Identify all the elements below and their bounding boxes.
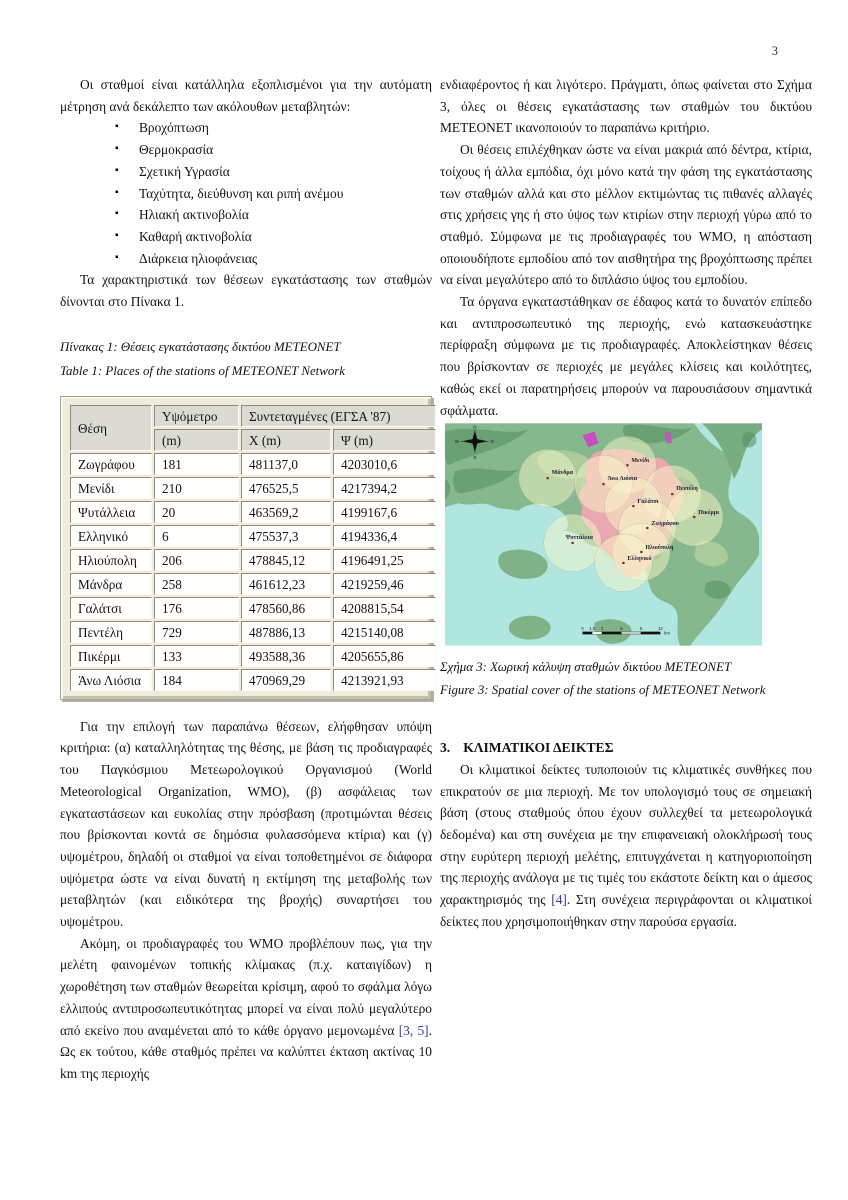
header-y-unit: Ψ (m) (333, 429, 436, 451)
table-cell: 4217394,2 (333, 477, 436, 499)
table-cell: Άνω Λιόσια (70, 669, 152, 691)
station-label: Ζωγράφου (651, 521, 679, 528)
bullet-item (115, 226, 432, 248)
station-dot (632, 505, 634, 507)
svg-text:S: S (473, 455, 477, 461)
station-dot (626, 464, 628, 466)
table-cell: 6 (154, 525, 239, 547)
paragraph-text: . Ως εκ τούτου, κάθε σταθμός πρέπει να καλύπτει έκταση ακτίνας 10 km της περιοχής (60, 1022, 432, 1081)
table-cell: Ζωγράφου (70, 453, 152, 475)
figure-caption (440, 656, 812, 701)
table-cell: 4194336,4 (333, 525, 436, 547)
citation-link[interactable]: [3, 5] (398, 1022, 429, 1038)
table-caption-english: Table 1: Places of the stations of METEONET Network (60, 363, 346, 378)
table-cell: 4196491,25 (333, 549, 436, 571)
section-title: ΚΛΙΜΑΤΙΚΟΙ ΔΕΙΚΤΕΣ (463, 740, 614, 756)
table-cell: 4213921,93 (333, 669, 436, 691)
bullet-square-icon: ▪ (115, 186, 119, 198)
table-cell: 470969,29 (241, 669, 331, 691)
paragraph-text: . Στη συνέχεια περιγράφονται οι κλιματικοί δείκτες που χρησιμοποιήθηκαν στην παρούσα εργασία. (440, 892, 812, 929)
svg-text:0: 0 (581, 626, 584, 632)
left-column (60, 74, 432, 1085)
bullet-item (115, 139, 432, 161)
citation-link[interactable]: [4] (551, 892, 567, 908)
svg-text:12: 12 (658, 626, 663, 632)
table-row (70, 573, 436, 595)
table-caption-greek: Πίνακας 1: Θέσεις εγκατάστασης δικτύου METEONET (60, 339, 341, 354)
paragraph-wmo-specs (60, 933, 432, 1085)
table-cell: 493588,36 (241, 645, 331, 667)
table-row (70, 525, 436, 547)
table-cell: 4199167,6 (333, 501, 436, 523)
table-cell: 4208815,54 (333, 597, 436, 619)
header-elevation-unit: (m) (154, 429, 239, 451)
table-cell: 258 (154, 573, 239, 595)
bullet-item-label: Καθαρή ακτινοβολία (139, 228, 252, 244)
map-figure (445, 423, 762, 646)
table-cell: Ηλιούπολη (70, 549, 152, 571)
station-dot (646, 527, 648, 529)
station-label: Μενίδι (631, 458, 650, 465)
table-row (70, 669, 436, 691)
right-column (440, 74, 812, 933)
table-cell: 4205655,86 (333, 645, 436, 667)
bullet-square-icon: ▪ (115, 121, 119, 133)
bullet-square-icon: ▪ (115, 229, 119, 241)
table-row (70, 477, 436, 499)
table-header-row (70, 405, 436, 427)
paragraph-climate-indices (440, 759, 812, 933)
station-dot (693, 516, 695, 518)
table-cell: Ψυτάλλεια (70, 501, 152, 523)
table-cell: 4215140,08 (333, 621, 436, 643)
table-cell: 20 (154, 501, 239, 523)
svg-text:N: N (473, 424, 477, 430)
station-dot (547, 477, 549, 479)
table-cell: 181 (154, 453, 239, 475)
section-number: 3. (440, 740, 451, 756)
svg-text:3: 3 (600, 626, 604, 632)
stations-table (68, 403, 438, 693)
station-dot (602, 483, 604, 485)
paragraph-site-selection: Οι θέσεις επιλέχθηκαν ώστε να είναι μακριά από δέντρα, κτίρια, τοίχους ή άλλα εμπόδια, όχι μόνο κατά την φάση της εγκατάστασης των σταθμών αλλά και στο μέλλον εκτιμώντας τις πιθανές αλλαγές στις χρήσεις γης ή στο ύψος των κτιρίων στην περιοχή γύρω από το σταθμό. Σύμφωνα με τις προδιαγραφές του WMO, η απόσταση οποιουδήποτε εμποδίου από τον αισθητήρα της βροχόπτωσης πρέπει να είναι μεγαλύτερο από το διπλάσιο ύψος του εμποδίου. (440, 142, 812, 288)
table-cell: 476525,5 (241, 477, 331, 499)
table-row (70, 645, 436, 667)
station-dot (671, 493, 673, 495)
station-label: Άνω Λιόσια (607, 476, 638, 483)
table-cell: 133 (154, 645, 239, 667)
station-dot (572, 542, 574, 544)
table-cell: 4203010,6 (333, 453, 436, 475)
table-cell: Μενίδι (70, 477, 152, 499)
page-number: 3 (771, 44, 778, 58)
station-label: Ελληνικό (627, 556, 652, 563)
paragraph-text: Οι κλιματικοί δείκτες τυποποιούν τις κλιματικές συνθήκες που επικρατούν σε μια περιοχή. Με τον υπολογισμό τους σε σημειακή βάση (στους σταθμούς όπου έχουν συλλεχθεί τα μετεωρολογικά δεδομένα) και στη συνέχεια με την επιφανειακή ολοκλήρωσή τους στην ευρύτερη περιοχή μελέτης, επιτυγχάνεται η κατηγοριοποίηση της περιοχής ανάλογα με τις τιμές του εκάστοτε δείκτη και ο άμεσος χαρακτηρισμός της (440, 761, 812, 908)
station-dot (622, 562, 624, 564)
bullet-item-label: Σχετική Υγρασία (139, 163, 230, 179)
svg-text:6: 6 (620, 626, 623, 632)
table-cell: Πικέρμι (70, 645, 152, 667)
table-cell: 729 (154, 621, 239, 643)
svg-text:W: W (454, 439, 459, 445)
section-heading (440, 737, 812, 759)
svg-text:1.5: 1.5 (589, 626, 596, 632)
paragraph-instruments: Τα όργανα εγκαταστάθηκαν σε έδαφος κατά το δυνατόν επίπεδο και αντιπροσωπευτικό της περιοχής, ενώ κατασκευάστηκε περίφραξη σύμφωνα με τις προδιαγραφές. Αποκλείστηκαν θέσεις που βρίσκονταν σε περιοχές με μεγάλες κλίσεις και κοιλότητες, καθώς εκεί οι παρατηρήσεις μπορούν να παρουσιάσουν σημαντικά σφάλματα. (440, 294, 812, 418)
stations-table-frame (60, 396, 432, 700)
bullet-item (115, 183, 432, 205)
paragraph-criteria: Για την επιλογή των παραπάνω θέσεων, ελήφθησαν υπόψη κριτήρια: (α) καταλληλότητας της θέσης, με βάση τις προδιαγραφές του Παγκόσμιου Μετεωρολογικού Οργανισμού (World Meteorological Organization, WMO), (β) ασφάλειας των εγκαταστάσεων και ευκολίας στην πρόσβαση (προτιμώνται θέσεις που βρίσκονται κοντά σε δημόσια φυλασσόμενα κτίρια) και (γ) υψομέτρου, δηλαδή οι σταθμοί να είναι τοποθετημένοι σε διάφορα υψόμετρα ώστε να είναι δυνατή η εκτίμηση της μεταβολής των μεταβλητών (και ειδικότερα της βροχής) συναρτήσει του υψομέτρου. (60, 718, 432, 930)
bullet-item-label: Ταχύτητα, διεύθυνση και ριπή ανέμου (139, 185, 344, 201)
svg-text:9: 9 (639, 626, 643, 632)
station-label: Ψυττάλεια (565, 535, 593, 542)
table-cell: 210 (154, 477, 239, 499)
station-label: Πεντέλη (676, 486, 698, 493)
measured-variables-list (60, 117, 432, 269)
table-caption (60, 335, 432, 383)
table-cell: 478560,86 (241, 597, 331, 619)
header-coordinates: Συντεταγμένες (ΕΓΣΑ '87) (241, 405, 436, 427)
figure-caption-english: Figure 3: Spatial cover of the stations of METEONET Network (440, 682, 766, 697)
bullet-item-label: Ηλιακή ακτινοβολία (139, 207, 249, 223)
bullet-item (115, 204, 432, 226)
table-cell: 487886,13 (241, 621, 331, 643)
table-cell: Πεντέλη (70, 621, 152, 643)
header-elevation: Υψόμετρο (154, 405, 239, 427)
table-cell: 4219259,46 (333, 573, 436, 595)
table-cell: 463569,2 (241, 501, 331, 523)
table-cell: 176 (154, 597, 239, 619)
header-place: Θέση (70, 405, 152, 451)
station-label: Πικέρμι (698, 510, 719, 517)
svg-text:E: E (490, 439, 494, 445)
paragraph-continuation: ενδιαφέροντος ή και λιγότερο. Πράγματι, όπως φαίνεται στο Σχήμα 3, όλες οι θέσεις εγκατάστασης των σταθμών του δικτύου METEONET ικανοποιούν το παραπάνω κριτήριο. (440, 77, 812, 136)
table-cell: 478845,12 (241, 549, 331, 571)
attica-coverage-map (445, 423, 762, 646)
station-label: Μάνδρα (551, 470, 573, 477)
header-x-unit: X (m) (241, 429, 331, 451)
bullet-item-label: Βροχόπτωση (139, 120, 209, 136)
table-cell: 475537,3 (241, 525, 331, 547)
table-cell: Γαλάτσι (70, 597, 152, 619)
table-row (70, 501, 436, 523)
svg-text:km: km (664, 630, 670, 636)
bullet-item-label: Θερμοκρασία (139, 142, 214, 158)
table-cell: 481137,0 (241, 453, 331, 475)
table-cell: 206 (154, 549, 239, 571)
table-cell: Μάνδρα (70, 573, 152, 595)
paragraph-equipment: Οι σταθμοί είναι κατάλληλα εξοπλισμένοι για την αυτόματη μέτρηση ανά δεκάλεπτο των ακόλουθων μεταβλητών: (60, 77, 432, 114)
station-label: Ηλιούπολη (645, 545, 674, 552)
bullet-square-icon: ▪ (115, 164, 119, 176)
bullet-item (115, 161, 432, 183)
table-cell: 461612,23 (241, 573, 331, 595)
bullet-item-label: Διάρκεια ηλιοφάνειας (139, 250, 258, 266)
bullet-square-icon: ▪ (115, 143, 119, 155)
station-dot (640, 551, 642, 553)
table-cell: Ελληνικό (70, 525, 152, 547)
bullet-square-icon: ▪ (115, 251, 119, 263)
figure-caption-greek: Σχήμα 3: Χωρική κάλυψη σταθμών δικτύου METEONET (440, 660, 732, 675)
table-row (70, 453, 436, 475)
station-label: Γαλάτσι (637, 499, 659, 506)
table-row (70, 597, 436, 619)
paragraph-text: Ακόμη, οι προδιαγραφές του WMO προβλέπουν πως, για την μελέτη φαινομένων τοπικής κλίμακας (π.χ. καταιγίδων) η χωροθέτηση των σταθμών θεωρείται κρίσιμη, αφού το σφάλμα λόγω ελλιπούς αντιπροσωπευτικότητας μπορεί να είναι πολύ μεγαλύτερο από εκείνο που αναμένεται από το κάθε όργανο μεμονωμένα (60, 935, 432, 1038)
bullet-item (115, 117, 432, 139)
paragraph-table-intro: Τα χαρακτηριστικά των θέσεων εγκατάστασης των σταθμών δίνονται στο Πίνακα 1. (60, 272, 432, 310)
table-cell: 184 (154, 669, 239, 691)
table-row (70, 621, 436, 643)
table-row (70, 549, 436, 571)
bullet-square-icon: ▪ (115, 208, 119, 220)
bullet-item (115, 248, 432, 270)
